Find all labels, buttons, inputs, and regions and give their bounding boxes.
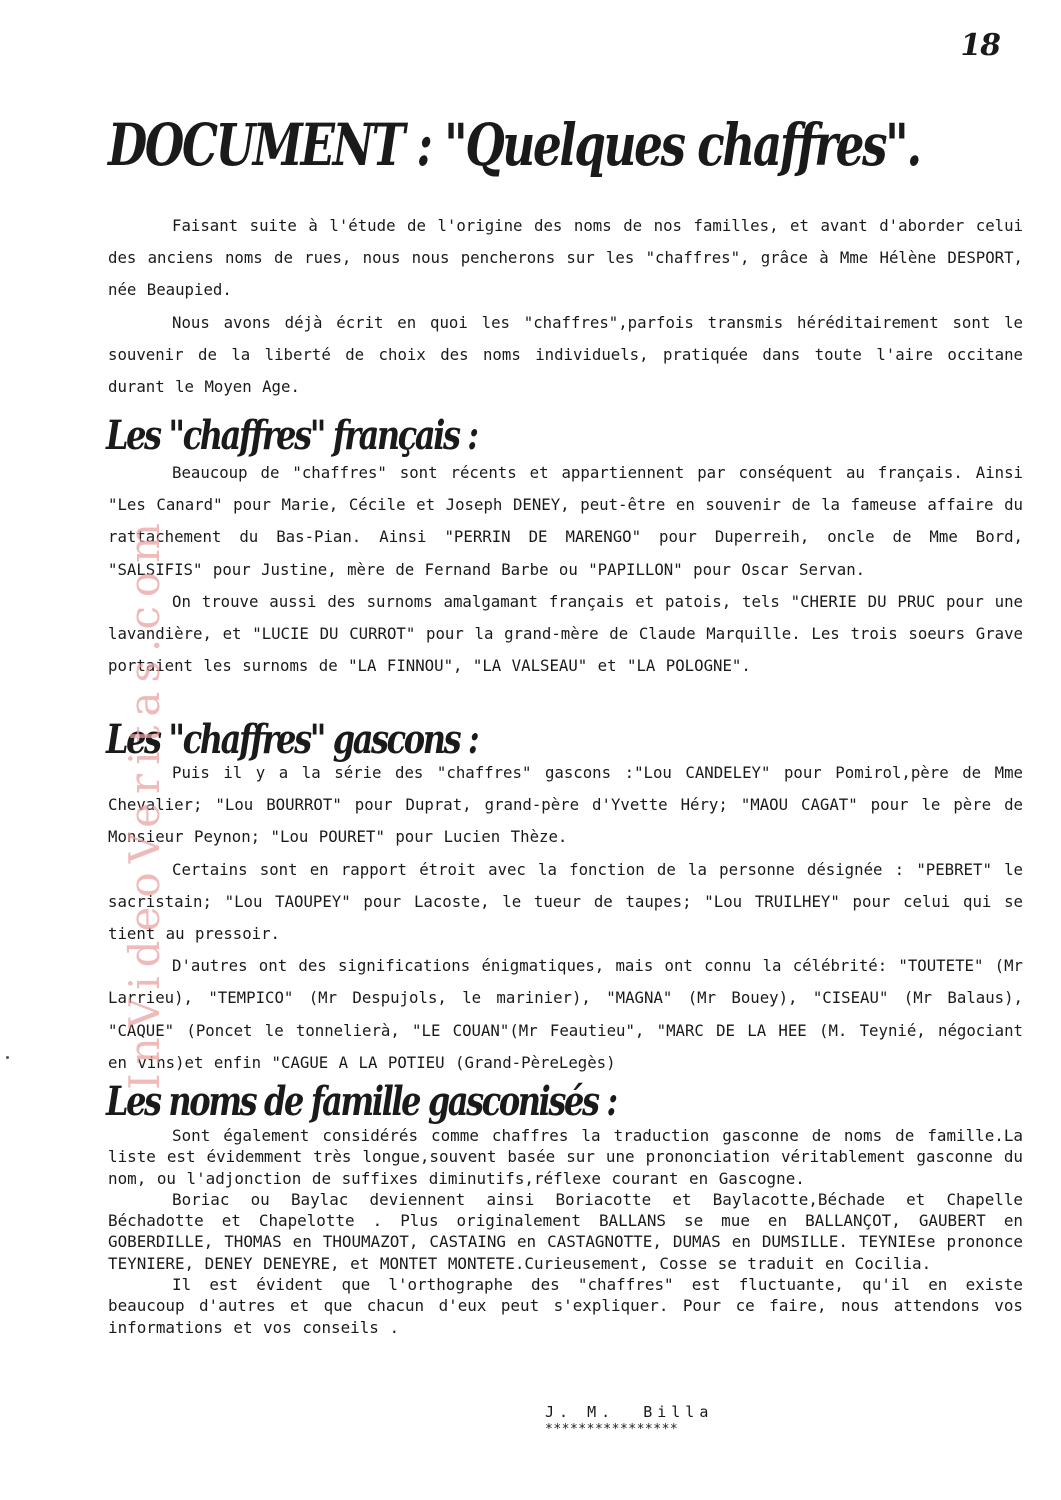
gascons-paragraph-2: Certains sont en rapport étroit avec la fonction de la personne désignée : "PEBRET" le sacristain; "Lou TAOUPEY" pour Lacoste, le tueur de taupes; "Lou TRUILHEY" pour celui qui se tient au pressoir. [108, 859, 1023, 944]
noms-paragraph-3: Il est évident que l'orthographe des "chaffres" est fluctuante, qu'il en existe beaucoup d'autres et que chacun d'eux peut s'expliquer. Pour ce faire, nous attendons vos informations et vos conseils . [108, 1275, 1023, 1337]
gascons-paragraph-3: D'autres ont des significations énigmatiques, mais ont connu la célébrité: "TOUTETE" (Mr Larrieu), "TEMPICO" (Mr Despujols, le marinier), "MAGNA" (Mr Bouey), "CISEAU" (Mr Balaus), "CAQUE" (Poncet le tonnelierà, "LE COUAN"(Mr Feautieu", "MARC DE LA HEE (M. Teynié, négociant en vins)et enfin "CAGUE A LA POTIEU (Grand-PèreLegès) [108, 956, 1023, 1072]
intro-paragraph-2: Nous avons déjà écrit en quoi les "chaffres",parfois transmis héréditairement sont le souvenir de la liberté de choix des noms individuels, pratiquée dans toute l'aire occitane durant le Moyen Age. [108, 312, 1023, 397]
watermark: InVideoVeritas.com [120, 514, 169, 1090]
heading-noms-gasconises: Les noms de famille gasconisés : [106, 1078, 616, 1125]
noms-paragraph-2: Boriac ou Baylac deviennent ainsi Boriacotte et Baylacotte,Béchade et Chapelle Béchadotte et Chapelotte . Plus originalement BALLANS se mue en BALLANÇOT, GAUBERT en GOBERDILLE, THOMAS en THOUMAZOT, CASTAING en CASTAGNOTTE, DUMAS en DUMSILLE. TEYNIEse prononce TEYNIERE, DENEY DENEYRE, et MONTET MONTETE.Curieusement, Cosse se traduit en Cocilia. [108, 1189, 1023, 1273]
noms-paragraph-1: Sont également considérés comme chaffres la traduction gasconne de noms de famille.La liste est évidemment très longue,souvent basée sur une prononciation véritablement gasconne du nom, ou l'adjonction de suffixes diminutifs,réflexe courant en Gascogne. [108, 1126, 1023, 1188]
section-noms-block [108, 1125, 1023, 1338]
intro-block [108, 210, 1023, 403]
signature: J. M. Billa [545, 1403, 714, 1421]
intro-paragraph-1: Faisant suite à l'étude de l'origine des noms de nos familles, et avant d'aborder celui des anciens noms de rues, nous nous pencherons sur les "chaffres", grâce à Mme Hélène DESPORT, née Beaupied. [108, 216, 1023, 300]
gascons-paragraph-1: Puis il y a la série des "chaffres" gascons :"Lou CANDELEY" pour Pomirol,père de Mme Chevalier; "Lou BOURROT" pour Duprat, grand-père d'Yvette Héry; "MAOU CAGAT" pour le père de Monsieur Peynon; "Lou POURET" pour Lucien Thèze. [108, 763, 1023, 847]
page-number: 18 [956, 28, 1003, 63]
section-francais-block [108, 457, 1023, 682]
francais-paragraph-1: Beaucoup de "chaffres" sont récents et appartiennent par conséquent au français. Ainsi "Les Canard" pour Marie, Cécile et Joseph DENEY, peut-être en souvenir de la fameuse affaire du rattachement du Bas-Pian. Ainsi "PERRIN DE MARENGO" pour Duperreih, oncle de Mme Bord, "SALSIFIS" pour Justine, mère de Fernand Barbe ou "PAPILLON" pour Oscar Servan. [108, 463, 1023, 579]
signature-stars: **************** [545, 1422, 679, 1437]
section-gascons-block [108, 757, 1023, 1079]
scan-speck [6, 1056, 9, 1059]
document-title: DOCUMENT : "Quelques chaffres". [108, 111, 920, 179]
francais-paragraph-2: On trouve aussi des surnoms amalgamant français et patois, tels "CHERIE DU PRUC pour une lavandière, et "LUCIE DU CURROT" pour la grand-mère de Claude Marquille. Les trois soeurs Grave portaient les surnoms de "LA FINNOU", "LA VALSEAU" et "LA POLOGNE". [108, 591, 1023, 676]
heading-chaffres-gascons: Les "chaffres" gascons : [106, 716, 478, 763]
heading-chaffres-francais: Les "chaffres" français : [106, 412, 477, 459]
